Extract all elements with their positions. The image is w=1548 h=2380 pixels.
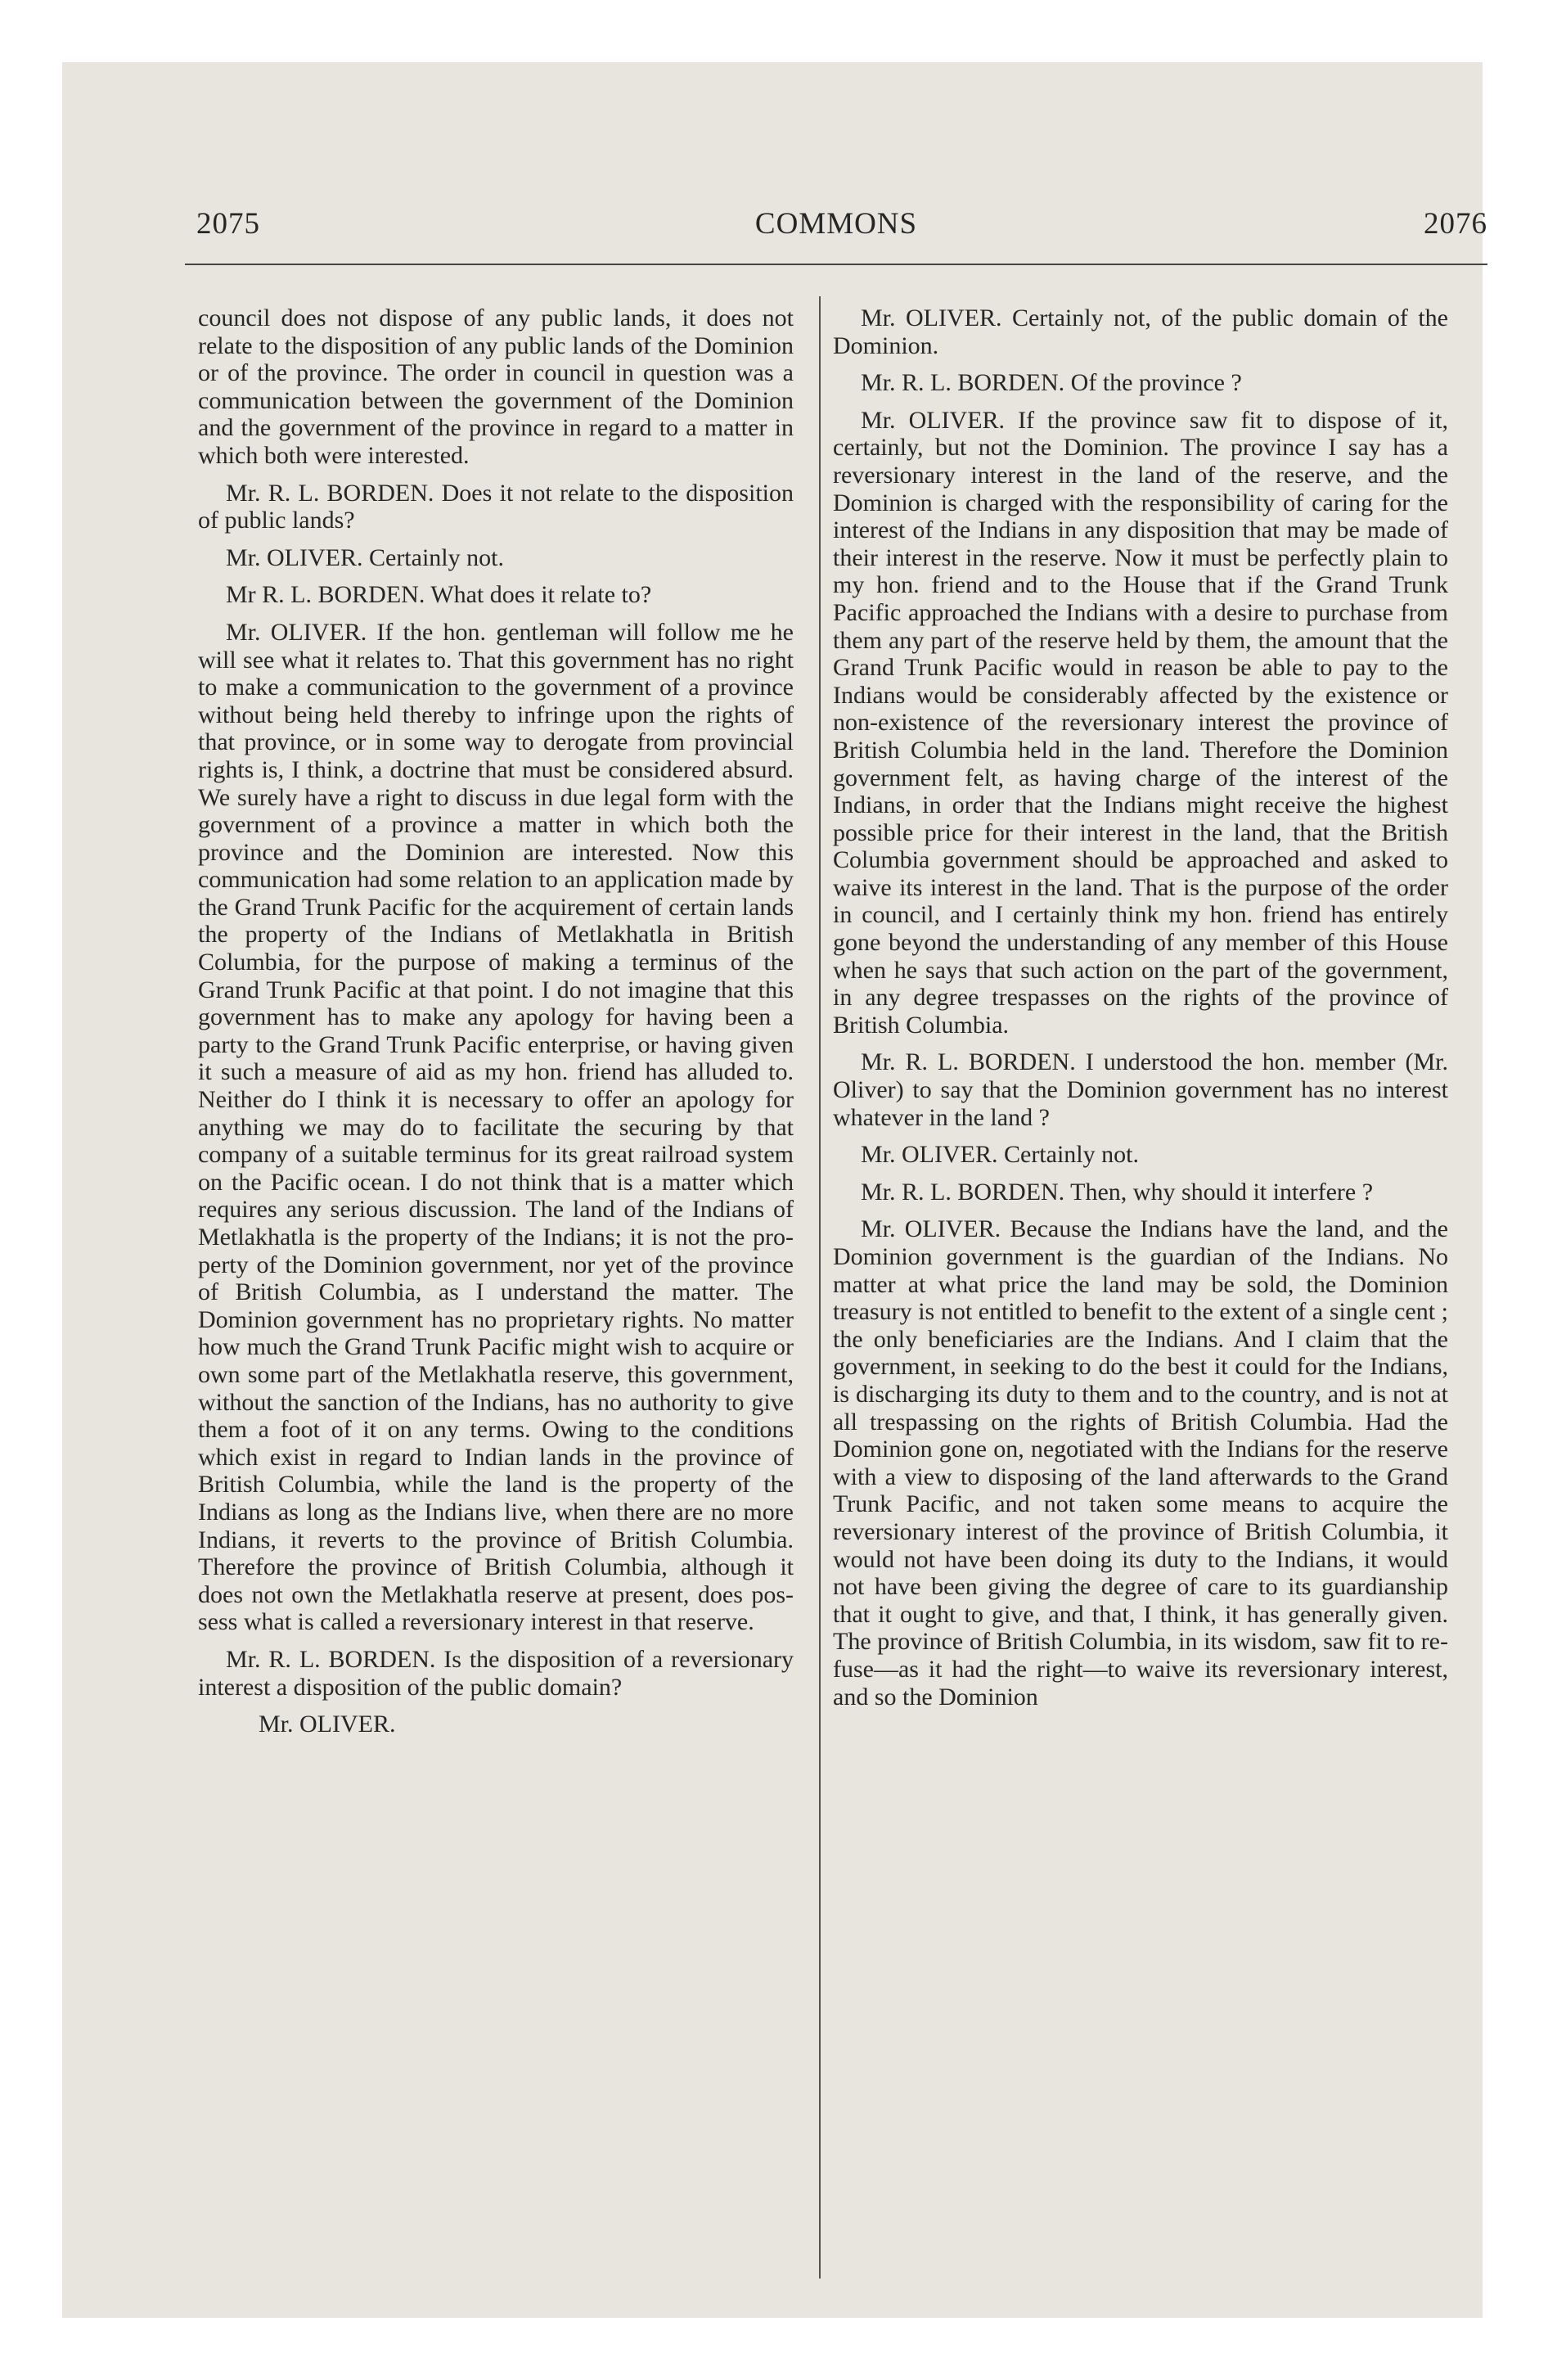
paragraph: Mr. R. L. BORDEN. Is the disposition of a reversionary interest a disposition of the public domain? (198, 1645, 794, 1701)
right-column (833, 304, 1448, 1720)
paragraph: council does not dispose of any public lands, it does not relate to the disposition of any public lands of the Dominion or of the province. The order in council in question was a communication between the government of the Dominion and the government of the province in regard to a matter in which both were interested. (198, 304, 794, 469)
paragraph: Mr. OLIVER. If the province saw fit to dispose of it, certainly, but not the Dominion. The province I say has a reversionary interest in the land of the reserve, and the Dominion is charged with the responsibility of caring for the interest of the Indians in any disposition that may be made of their interest in the reserve. Now it must be perfectly plain to my hon. friend and to the House that if the Grand Trunk Pacific approached the Indians with a desire to purchase from them any part of the reserve held by them, the amount that the Grand Trunk Pacific would in reason be able to pay to the Indians would be considerably affected by the existence or non-existence of the reversionary interest the province of British Columbia held in the land. Therefore the Dominion government felt, as having charge of the interest of the Indians, in order that the Indians might receive the highest possible price for their interest in the land, that the British Columbia government should be approached and asked to waive its interest in the land. That is the purpose of the order in council, and I certainly think my hon. friend has entirely gone beyond the understanding of any member of this House when he says that such action on the part of the government, in any degree trespasses on the rights of the province of British Columbia. (833, 406, 1448, 1039)
speaker-name: Mr. OLIVER. (259, 1711, 396, 1738)
running-header (185, 206, 1487, 242)
paragraph: Mr. R. L. BORDEN. I understood the hon. member (Mr. Oliver) to say that the Dominion government has no interest whatever in the land ? (833, 1048, 1448, 1131)
paragraph: Mr. OLIVER. Certainly not, of the public domain of the Dominion. (833, 304, 1448, 359)
paragraph: Mr. R. L. BORDEN. Of the province ? (861, 369, 1242, 397)
page-number-right: 2076 (1424, 207, 1487, 241)
paragraph: Mr. OLIVER. Because the Indians have the land, and the Dominion government is the guardian of the Indians. No matter at what price the land may be sold, the Dominion treasury is not entitled to benefit to the extent of a single cent ; the only beneficiaries are the Indians. And I claim that the government, in seeking to do the best it could for the Indians, is discharging its duty to them and to the country, and is not at all trespassing on the rights of British Columbia. Had the Dominion gone on, negotiated with the Indians for the reserve with a view to disposing of the land afterwards to the Grand Trunk Pacific, and not taken some means to acquire the reversionary interest of the province of British Columbia, it would not have been doing its duty to the Indians, it would not have been giving the degree of care to its guardianship that it ought to give, and that, I think, it has generally given. The province of British Columbia, in its wisdom, saw fit to refuse—as it had the right—to waive its reversionary interest, and so the Dominion (833, 1215, 1448, 1711)
hansard-page (185, 185, 1487, 2313)
header-rule (185, 264, 1487, 265)
paragraph: Mr. OLIVER. If the hon. gentleman will follow me he will see what it relates to. That this government has no right to make a communication to the government of a province without being held thereby to infringe upon the rights of that province, or in some way to derogate from provincial rights is, I think, a doctrine that must be considered absurd. We surely have a right to discuss in due legal form with the government of a province a matter in which both the province and the Dominion are interested. Now this communication had some relation to an application made by the Grand Trunk Pacific for the acquirement of certain lands the property of the Indians of Metlakhatla in British Columbia, for the purpose of making a terminus of the Grand Trunk Pacific at that point. I do not imagine that this government has to make any apology for having been a party to the Grand Trunk Pacific enterprise, or having given it such a measure of aid as my hon. friend has alluded to. Neither do I think it is necessary to offer an apology for anything we may do to facilitate the securing by that company of a suitable terminus for its great railroad system on the Pacific ocean. I do not think that is a matter which requires any serious discussion. The land of the Indians of Metlakhatla is the property of the Indians; it is not the property of the Dominion government, nor yet of the province of British Columbia, as I understand the matter. The Dominion government has no proprietary rights. No matter how much the Grand Trunk Pacific might wish to acquire or own some part of the Metlakhatla reserve, this government, without the sanction of the Indians, has no authority to give them a foot of it on any terms. Owing to the conditions which exist in regard to Indian lands in the province of British Columbia, while the land is the property of the Indians as long as the Indians live, when there are no more Indians, it reverts to the province of British Columbia. Therefore the province of British Columbia, although it does not own the Metlakhatla reserve at present, does possess what is called a reversionary interest in that reserve. (198, 618, 794, 1636)
page-number-left: 2075 (196, 207, 260, 241)
paragraph: Mr. R. L. BORDEN. Then, why should it interfere ? (861, 1178, 1374, 1206)
left-column (198, 304, 794, 1748)
paragraph: Mr. R. L. BORDEN. Does it not relate to the disposition of public lands? (198, 479, 794, 534)
paragraph: Mr. OLIVER. Certainly not. (226, 543, 504, 571)
column-divider (819, 296, 821, 2279)
paragraph: Mr. OLIVER. Certainly not. (861, 1141, 1139, 1169)
paragraph: Mr R. L. BORDEN. What does it relate to? (226, 581, 652, 609)
scanned-page (62, 62, 1487, 2318)
page-title: COMMONS (754, 207, 918, 241)
